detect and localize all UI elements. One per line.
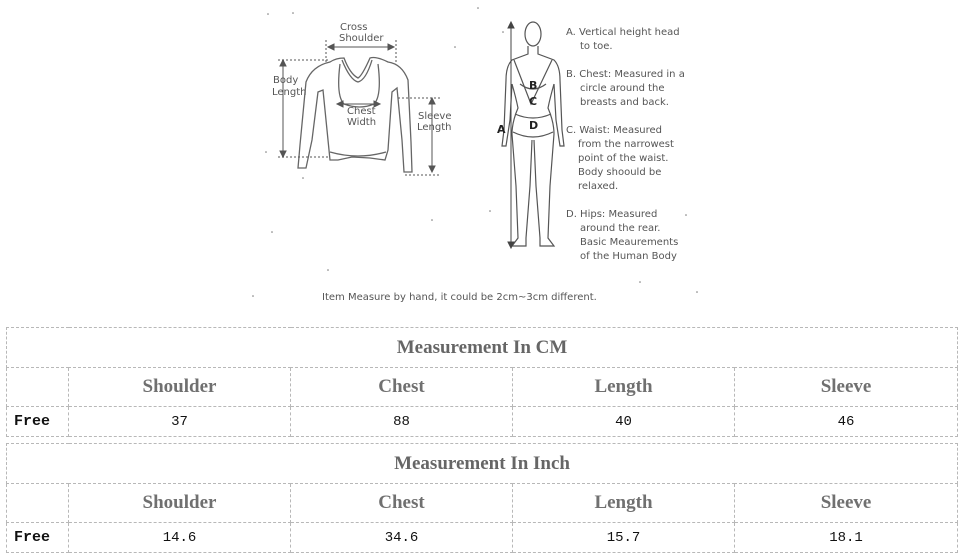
note-c-line-5: relaxed. <box>578 181 619 192</box>
row-label-free: Free <box>7 407 69 437</box>
header-length: Length <box>513 484 735 523</box>
label-chest-width-2: Width <box>347 117 377 128</box>
note-d-line-2: around the rear. <box>580 223 661 234</box>
note-c-line-4: Body shoould be <box>578 167 662 178</box>
garment-labels <box>272 22 452 133</box>
table-title: Measurement In CM <box>7 328 958 368</box>
label-cross-shoulder-2: Shoulder <box>339 33 384 44</box>
value-sleeve: 18.1 <box>735 523 958 553</box>
note-c-line-1: C. Waist: Measured <box>566 125 663 136</box>
label-sleeve-length-2: Length <box>417 122 452 133</box>
value-shoulder: 37 <box>69 407 291 437</box>
value-length: 40 <box>513 407 735 437</box>
note-d-line-3: Basic Meaurements <box>580 237 679 248</box>
table-row <box>7 523 958 553</box>
note-b-line-1: B. Chest: Measured in a <box>566 69 685 80</box>
table-title: Measurement In Inch <box>7 444 958 484</box>
corner-cell <box>7 484 69 523</box>
note-d-line-1: D. Hips: Measured <box>566 209 658 220</box>
corner-cell <box>7 368 69 407</box>
row-label-free: Free <box>7 523 69 553</box>
note-b-line-3: breasts and back. <box>580 97 669 108</box>
letter-a: A <box>497 123 506 136</box>
note-c-line-2: from the narrowest <box>578 139 674 150</box>
header-shoulder: Shoulder <box>69 368 291 407</box>
table-row <box>7 407 958 437</box>
letter-d: D <box>529 119 539 132</box>
note-b-line-2: circle around the <box>580 83 665 94</box>
measurement-table-cm <box>6 327 958 437</box>
header-sleeve: Sleeve <box>735 484 958 523</box>
value-chest: 34.6 <box>291 523 513 553</box>
label-body-length-2: Length <box>272 87 307 98</box>
note-a-line-2: to toe. <box>580 41 613 52</box>
header-chest: Chest <box>291 368 513 407</box>
value-sleeve: 46 <box>735 407 958 437</box>
label-sleeve-length-1: Sleeve <box>418 111 452 122</box>
header-chest: Chest <box>291 484 513 523</box>
measurement-notes <box>566 27 685 262</box>
note-a-line-1: A. Vertical height head <box>566 27 680 38</box>
header-length: Length <box>513 368 735 407</box>
header-sleeve: Sleeve <box>735 368 958 407</box>
value-shoulder: 14.6 <box>69 523 291 553</box>
value-chest: 88 <box>291 407 513 437</box>
label-chest-width-1: Chest <box>347 106 376 117</box>
figure-measure-line <box>508 22 514 248</box>
letter-c: C <box>529 95 538 108</box>
letter-b: B <box>529 79 538 92</box>
value-length: 15.7 <box>513 523 735 553</box>
label-body-length-1: Body <box>273 75 299 86</box>
note-d-line-4: of the Human Body <box>580 251 677 262</box>
header-shoulder: Shoulder <box>69 484 291 523</box>
note-c-line-3: point of the waist. <box>578 153 669 164</box>
measure-footnote: Item Measure by hand, it could be 2cm~3cm different. <box>322 292 597 303</box>
label-cross-shoulder-1: Cross <box>340 22 368 33</box>
measurement-table-inch <box>6 443 958 553</box>
